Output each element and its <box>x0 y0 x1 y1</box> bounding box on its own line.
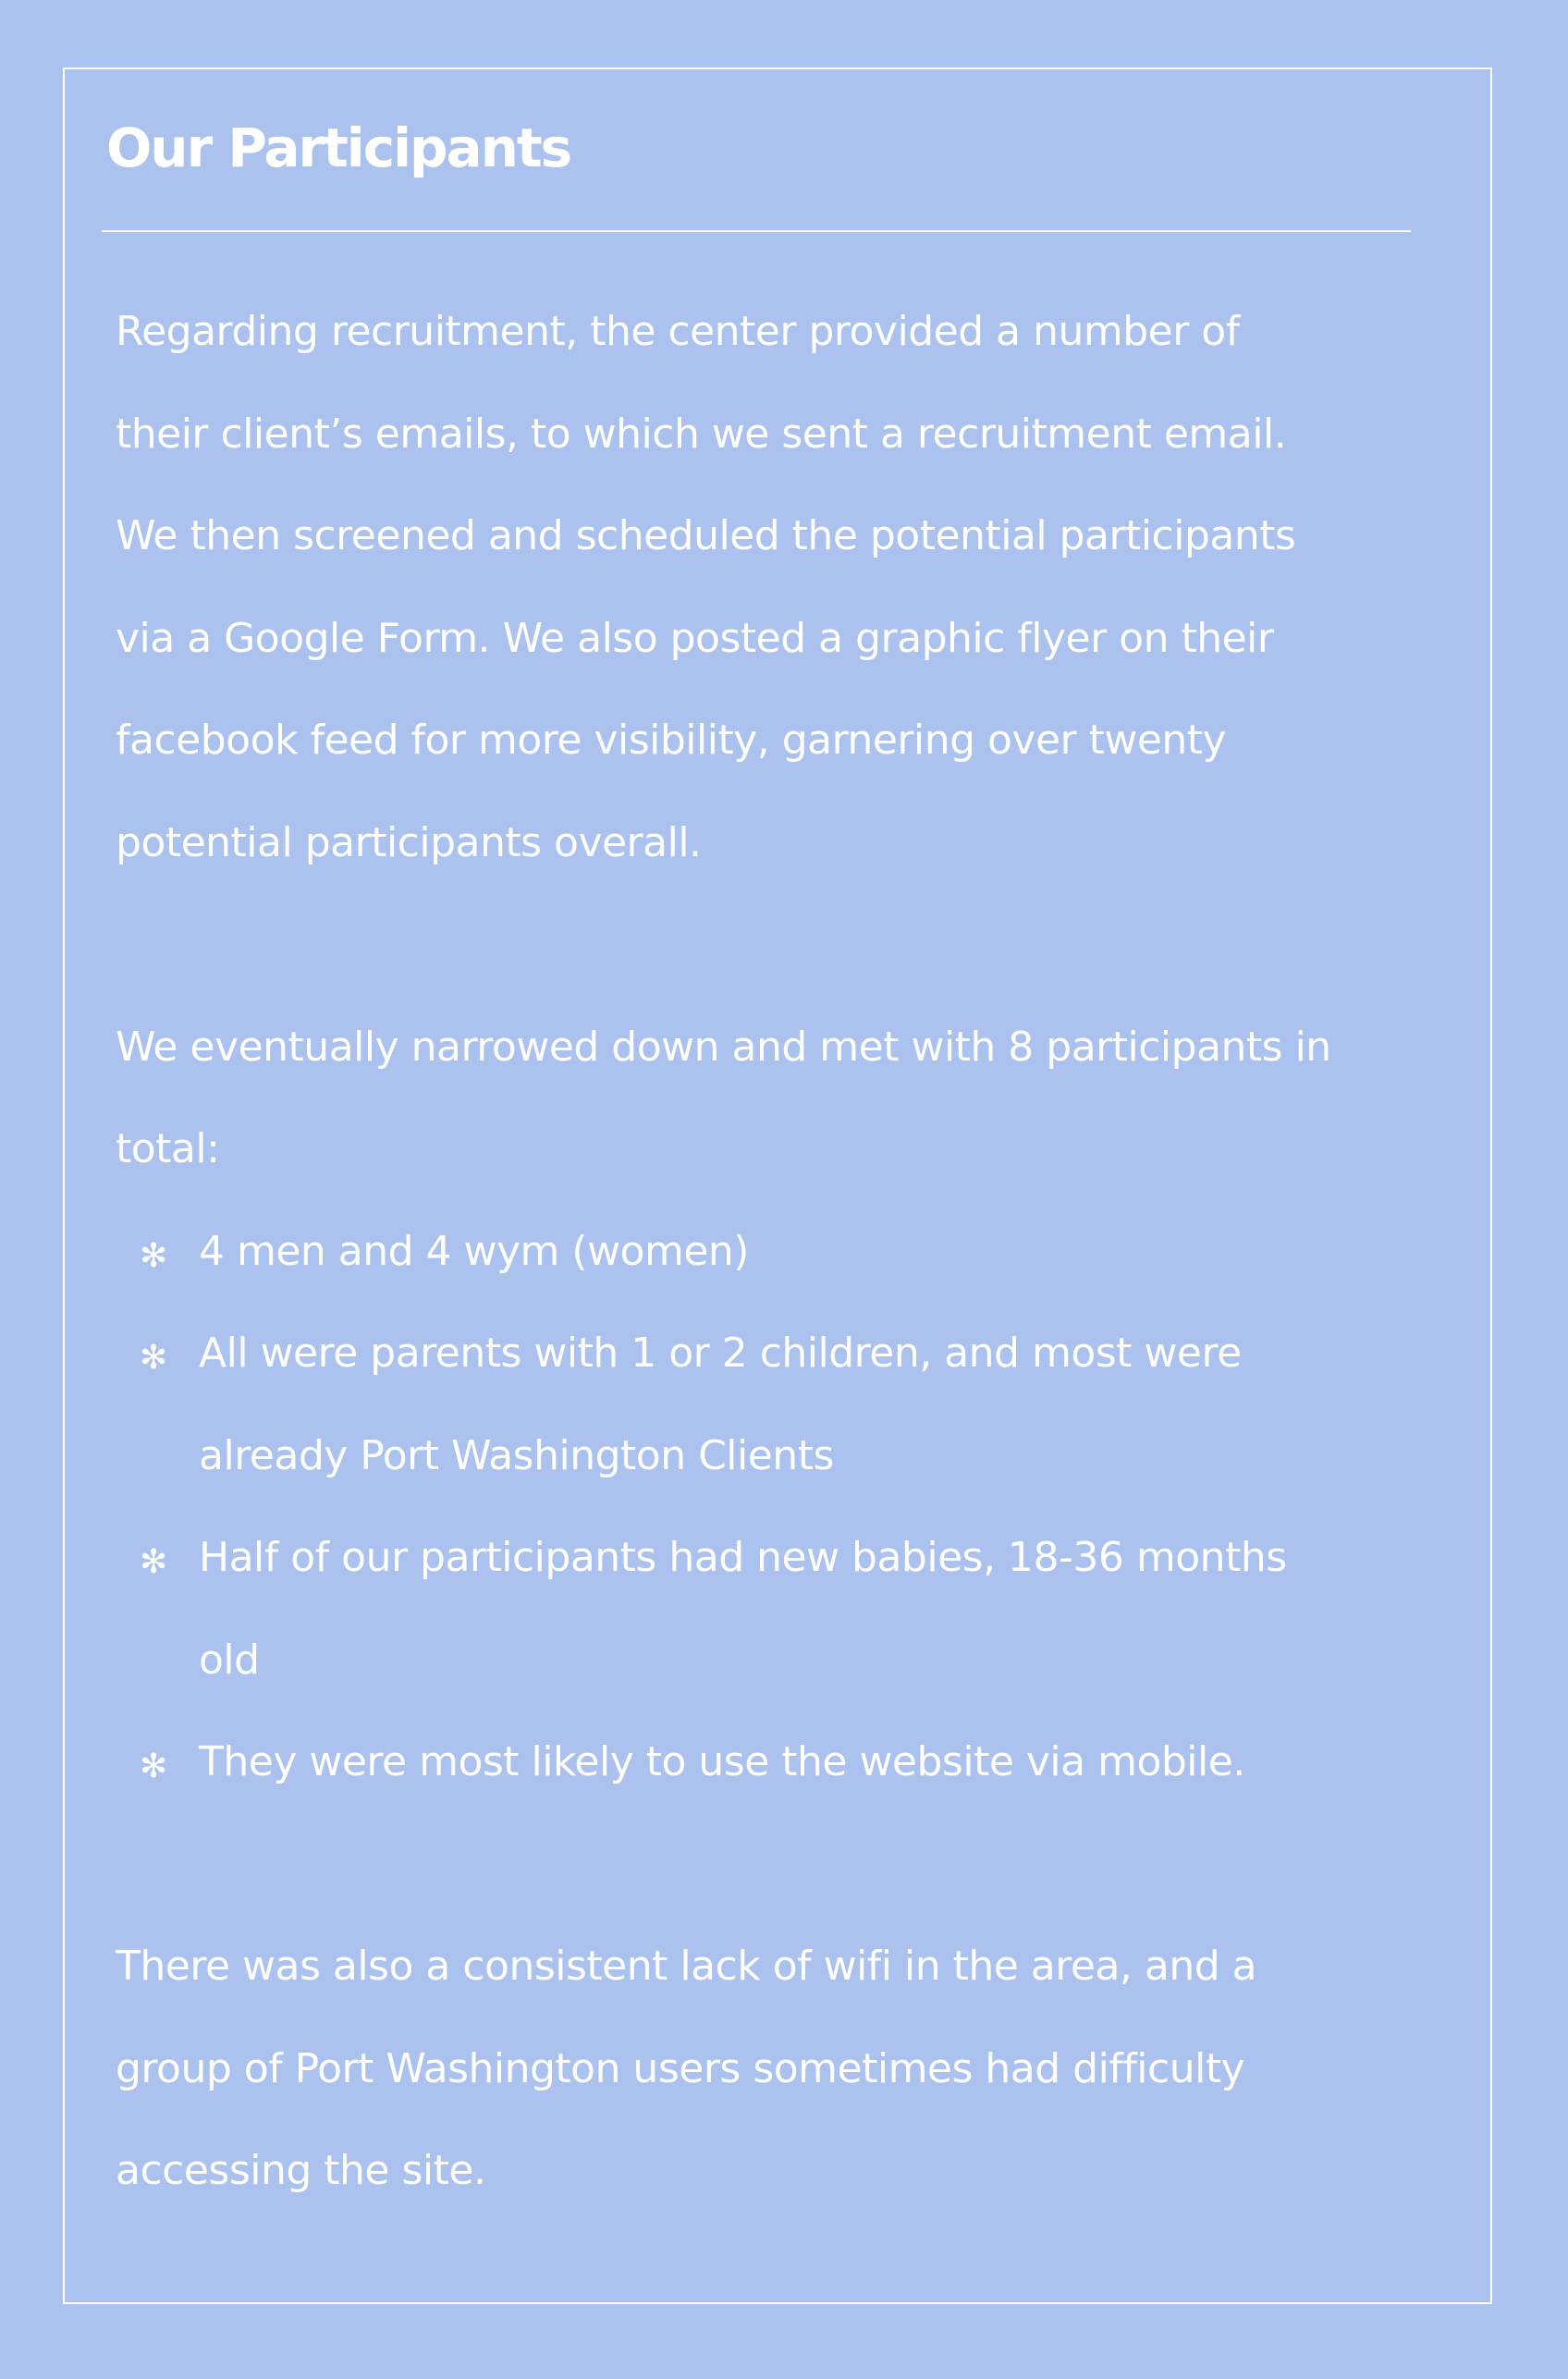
asterisk-bullet-icon: ✻ <box>140 1236 167 1275</box>
paragraph-line: total: <box>116 1125 220 1172</box>
connectivity-paragraph <box>116 1916 1484 2223</box>
list-item-line: 4 men and 4 wym (women) <box>199 1227 749 1275</box>
participants-card <box>63 67 1492 2304</box>
list-item <box>116 1711 1484 1814</box>
list-item-line: already Port Washington Clients <box>199 1431 834 1479</box>
asterisk-bullet-icon: ✻ <box>140 1543 167 1581</box>
paragraph-line: accessing the site. <box>116 2147 486 2194</box>
list-item <box>116 1303 1484 1507</box>
participant-facts-list <box>116 1201 1484 1814</box>
recruitment-paragraph <box>116 281 1484 894</box>
paragraph-line: their client’s emails, to which we sent a recruitment email. <box>116 410 1287 458</box>
paragraph-line: We then screened and scheduled the potential participants <box>116 512 1296 559</box>
section-title: Our Participants <box>106 116 571 179</box>
paragraph-line: facebook feed for more visibility, garnering over twenty <box>116 717 1227 764</box>
title-divider <box>102 230 1411 232</box>
asterisk-bullet-icon: ✻ <box>140 1747 167 1785</box>
paragraph-line: group of Port Washington users sometimes had difficulty <box>116 2044 1245 2092</box>
paragraph-line: Regarding recruitment, the center provided a number of <box>116 308 1240 355</box>
list-item-line: Half of our participants had new babies, 18-36 months <box>199 1534 1287 1581</box>
paragraph-line: We eventually narrowed down and met with 8 participants in <box>116 1023 1331 1071</box>
list-item <box>116 1201 1484 1304</box>
asterisk-bullet-icon: ✻ <box>140 1339 167 1377</box>
list-item <box>116 1507 1484 1711</box>
participants-summary-paragraph <box>116 997 1484 1201</box>
paragraph-line: potential participants overall. <box>116 818 702 866</box>
paragraph-line: via a Google Form. We also posted a graphic flyer on their <box>116 614 1274 662</box>
spacer <box>116 1814 1484 1917</box>
list-item-line: They were most likely to use the website via mobile. <box>199 1738 1245 1785</box>
paragraph-line: There was also a consistent lack of wifi in the area, and a <box>116 1943 1257 1990</box>
list-item-line: old <box>199 1636 260 1684</box>
list-item-line: All were parents with 1 or 2 children, and most were <box>199 1330 1242 1377</box>
section-body <box>116 281 1484 2223</box>
spacer <box>116 894 1484 997</box>
